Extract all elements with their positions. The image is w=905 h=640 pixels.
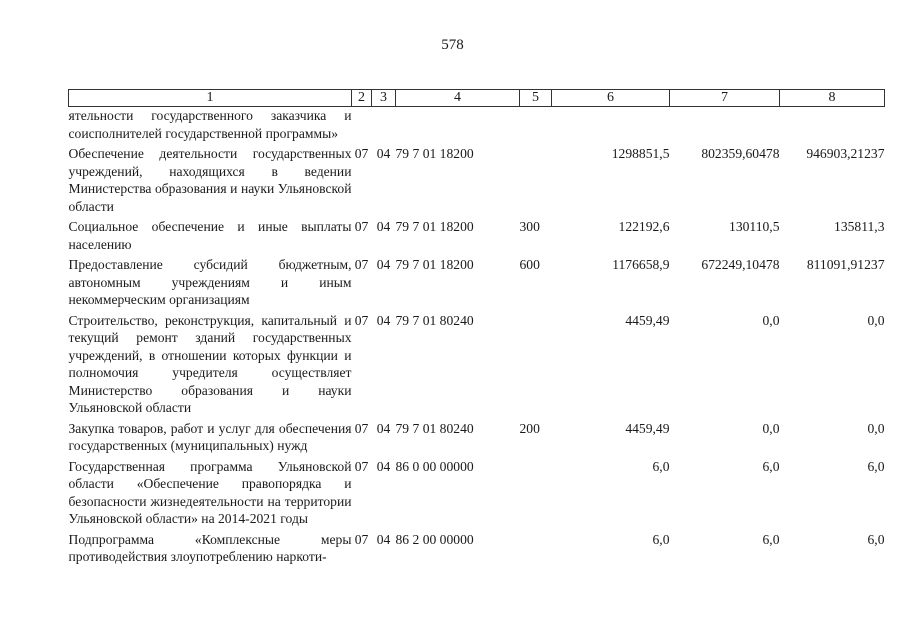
- row-amount-col7: [670, 107, 780, 146]
- row-subsection: [372, 107, 396, 146]
- row-subsection: 04: [376, 312, 391, 328]
- row-section: 07: [354, 312, 369, 328]
- row-amount-col8: [780, 107, 885, 146]
- header-col-7: 7: [670, 90, 780, 107]
- table-row: [69, 458, 885, 531]
- row-expense-type: [520, 312, 552, 420]
- row-subsection: 04: [376, 531, 391, 547]
- row-amount-col8: 0,0: [867, 420, 885, 436]
- row-name: Закупка товаров, работ и услуг для обеспечения государственных (муниципальных) нужд: [68, 420, 352, 453]
- table-row: [69, 145, 885, 218]
- page-number: 578: [441, 37, 464, 53]
- header-col-6: 6: [552, 90, 670, 107]
- row-section: [352, 107, 372, 146]
- row-amount-col8: 0,0: [867, 312, 885, 328]
- row-name: Подпрограмма «Комплексные меры противодействия злоупотреблению наркоти-: [68, 531, 352, 564]
- table-row: [69, 312, 885, 420]
- row-amount-col8: 6,0: [867, 531, 885, 547]
- row-target-article: 79 7 01 80240: [395, 420, 474, 436]
- row-amount-col8: 135811,3: [834, 219, 885, 234]
- row-subsection: 04: [376, 420, 391, 436]
- row-amount-col7: 672249,10478: [701, 257, 780, 272]
- row-target-article: 79 7 01 18200: [395, 257, 474, 272]
- row-subsection: 04: [376, 458, 391, 474]
- row-subsection: 04: [376, 257, 391, 272]
- row-expense-type: 200: [519, 420, 540, 436]
- row-target-article: 86 0 00 00000: [395, 458, 474, 474]
- row-expense-type: [520, 458, 552, 531]
- row-expense-type: [520, 531, 552, 569]
- header-col-8: 8: [780, 90, 885, 107]
- row-section: 07: [354, 420, 369, 436]
- row-target-article: [396, 107, 520, 146]
- header-col-1: 1: [69, 90, 352, 107]
- table-row: [69, 107, 885, 146]
- row-amount-col7: 6,0: [762, 458, 780, 474]
- row-section: 07: [354, 458, 369, 474]
- header-col-5: 5: [520, 90, 552, 107]
- header-col-2: 2: [352, 90, 372, 107]
- row-name: Строительство, реконструкция, капитальный и текущий ремонт зданий государственных учреждений, в отношении которых функции и полномочия учредителя осуществляет Министерство образования и науки Ульяновской области: [68, 312, 352, 415]
- row-subsection: 04: [376, 146, 391, 161]
- row-amount-col7: 0,0: [762, 312, 780, 328]
- row-name: Обеспечение деятельности государственных учреждений, находящихся в ведении Министерства образования и науки Ульяновской области: [68, 146, 352, 214]
- row-target-article: 79 7 01 80240: [395, 312, 474, 328]
- row-amount-col7: 802359,60478: [701, 146, 780, 161]
- table-header-row: [69, 90, 885, 107]
- row-amount-col7: 0,0: [762, 420, 780, 436]
- header-col-3: 3: [372, 90, 396, 107]
- budget-table: [68, 89, 885, 569]
- row-target-article: 86 2 00 00000: [395, 531, 474, 547]
- row-amount-col8: 6,0: [867, 458, 885, 474]
- row-amount-col7: 130110,5: [729, 219, 780, 234]
- row-amount-col6: [552, 107, 670, 146]
- row-amount-col6: 1298851,5: [611, 146, 670, 161]
- row-section: 07: [354, 257, 369, 272]
- table-row: [69, 218, 885, 256]
- row-name: Социальное обеспечение и иные выплаты населению: [68, 219, 352, 252]
- row-amount-col6: 122192,6: [618, 219, 670, 234]
- row-name: Государственная программа Ульяновской области «Обеспечение правопорядка и безопасности жизнедеятельности на территории Ульяновской области» на 2014-2021 годы: [68, 458, 352, 526]
- row-target-article: 79 7 01 18200: [395, 146, 474, 161]
- header-col-4: 4: [396, 90, 520, 107]
- row-target-article: 79 7 01 18200: [395, 219, 474, 234]
- row-section: 07: [354, 146, 369, 161]
- row-section: 07: [354, 531, 369, 547]
- row-amount-col6: 1176658,9: [612, 257, 670, 272]
- row-amount-col7: 6,0: [762, 531, 780, 547]
- table-row: [69, 531, 885, 569]
- row-section: 07: [354, 219, 369, 234]
- row-name: Предоставление субсидий бюджетным, автономным учреждениям и иным некоммерческим организациям: [68, 257, 352, 307]
- row-expense-type: 600: [519, 257, 540, 272]
- row-amount-col8: 811091,91237: [806, 257, 885, 272]
- table-row: [69, 256, 885, 312]
- row-amount-col8: 946903,21237: [806, 146, 885, 161]
- row-amount-col6: 6,0: [652, 458, 670, 474]
- row-amount-col6: 6,0: [652, 531, 670, 547]
- table-body: [69, 107, 885, 569]
- row-amount-col6: 4459,49: [625, 312, 670, 328]
- row-expense-type: [520, 107, 552, 146]
- row-name: ятельности государственного заказчика и соисполнителей государственной программы»: [68, 108, 352, 141]
- row-expense-type: [520, 145, 552, 218]
- row-subsection: 04: [376, 219, 391, 234]
- row-expense-type: 300: [519, 219, 540, 234]
- row-amount-col6: 4459,49: [625, 420, 670, 436]
- table-row: [69, 420, 885, 458]
